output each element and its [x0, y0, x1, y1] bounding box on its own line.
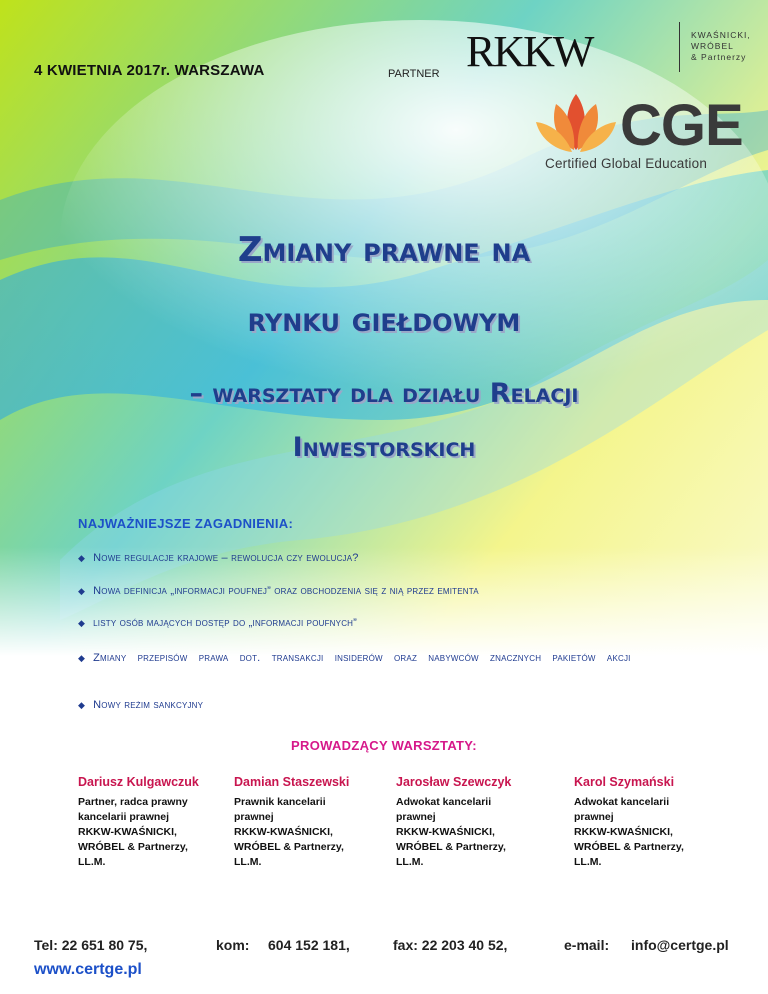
diamond-bullet-icon: ◆ — [78, 700, 86, 710]
diamond-bullet-icon: ◆ — [78, 653, 86, 663]
diamond-bullet-icon: ◆ — [78, 553, 86, 563]
event-date: 4 KWIETNIA 2017r. WARSZAWA — [34, 62, 265, 79]
topic-item: ◆ listy osób mających dostęp do „informacji poufnych” — [78, 617, 358, 629]
footer-phone: Tel: 22 651 80 75, — [34, 937, 148, 953]
diamond-bullet-icon: ◆ — [78, 618, 86, 628]
lotus-logo-icon — [534, 90, 618, 156]
cge-logo: CGE — [620, 93, 743, 158]
partner-label: PARTNER — [388, 68, 440, 80]
topic-item: ◆ Nowa definicja „informacji poufnej” oraz obchodzenia się z nią przez emitenta — [78, 585, 479, 597]
footer-website-link[interactable]: www.certge.pl — [34, 961, 142, 978]
topic-item: ◆ Zmiany przepisów prawa dot. transakcji insiderów oraz nabywców znacznych pakietów akcji — [78, 652, 631, 664]
leader-card — [396, 775, 546, 870]
topics-heading: NAJWAŻNIEJSZE ZAGADNIENIA: — [78, 516, 294, 531]
leader-card — [574, 775, 724, 870]
leader-description: Prawnik kancelarii prawnej RKKW-KWAŚNICKI, WRÓBEL & Partnerzy, LL.M. — [234, 796, 344, 868]
rkkw-logo-subtitle: KWAŚNICKI, WRÓBEL & Partnerzy — [691, 30, 751, 62]
rkkw-logo: RKKW — [466, 27, 593, 76]
topic-item: ◆ Nowe regulacje krajowe – rewolucja czy ewolucja? — [78, 552, 359, 564]
leader-description: Adwokat kancelarii prawnej RKKW-KWAŚNICKI, WRÓBEL & Partnerzy, LL.M. — [574, 796, 684, 868]
leader-name: Damian Staszewski — [234, 775, 350, 789]
footer-mobile-label: kom: — [216, 937, 250, 953]
cge-logo-subtitle: Certified Global Education — [545, 156, 708, 171]
leader-description: Adwokat kancelarii prawnej RKKW-KWAŚNICKI, WRÓBEL & Partnerzy, LL.M. — [396, 796, 506, 868]
footer-fax: fax: 22 203 40 52, — [393, 937, 508, 953]
topic-item: ◆ Nowy reżim sankcyjny — [78, 699, 204, 711]
title-line-3: – warsztaty dla działu Relacji — [189, 378, 579, 409]
diamond-bullet-icon: ◆ — [78, 586, 86, 596]
footer-mobile: 604 152 181, — [268, 937, 350, 953]
footer-email-label: e-mail: — [564, 937, 610, 953]
leader-name: Jarosław Szewczyk — [396, 775, 512, 789]
leader-name: Dariusz Kulgawczuk — [78, 775, 199, 789]
rkkw-logo-divider — [679, 22, 680, 72]
title-line-1: Zmiany prawne na — [237, 230, 531, 270]
title-line-2: rynku giełdowym — [247, 300, 521, 340]
leader-card — [234, 775, 384, 870]
title-line-4: Inwestorskich — [292, 432, 476, 463]
leaders-heading: PROWADZĄCY WARSZTATY: — [291, 738, 477, 753]
leader-description: Partner, radca prawny kancelarii prawnej RKKW-KWAŚNICKI, WRÓBEL & Partnerzy, LL.M. — [78, 796, 188, 868]
footer-email-link[interactable]: info@certge.pl — [631, 937, 729, 953]
leader-card — [78, 775, 228, 870]
leader-name: Karol Szymański — [574, 775, 675, 789]
